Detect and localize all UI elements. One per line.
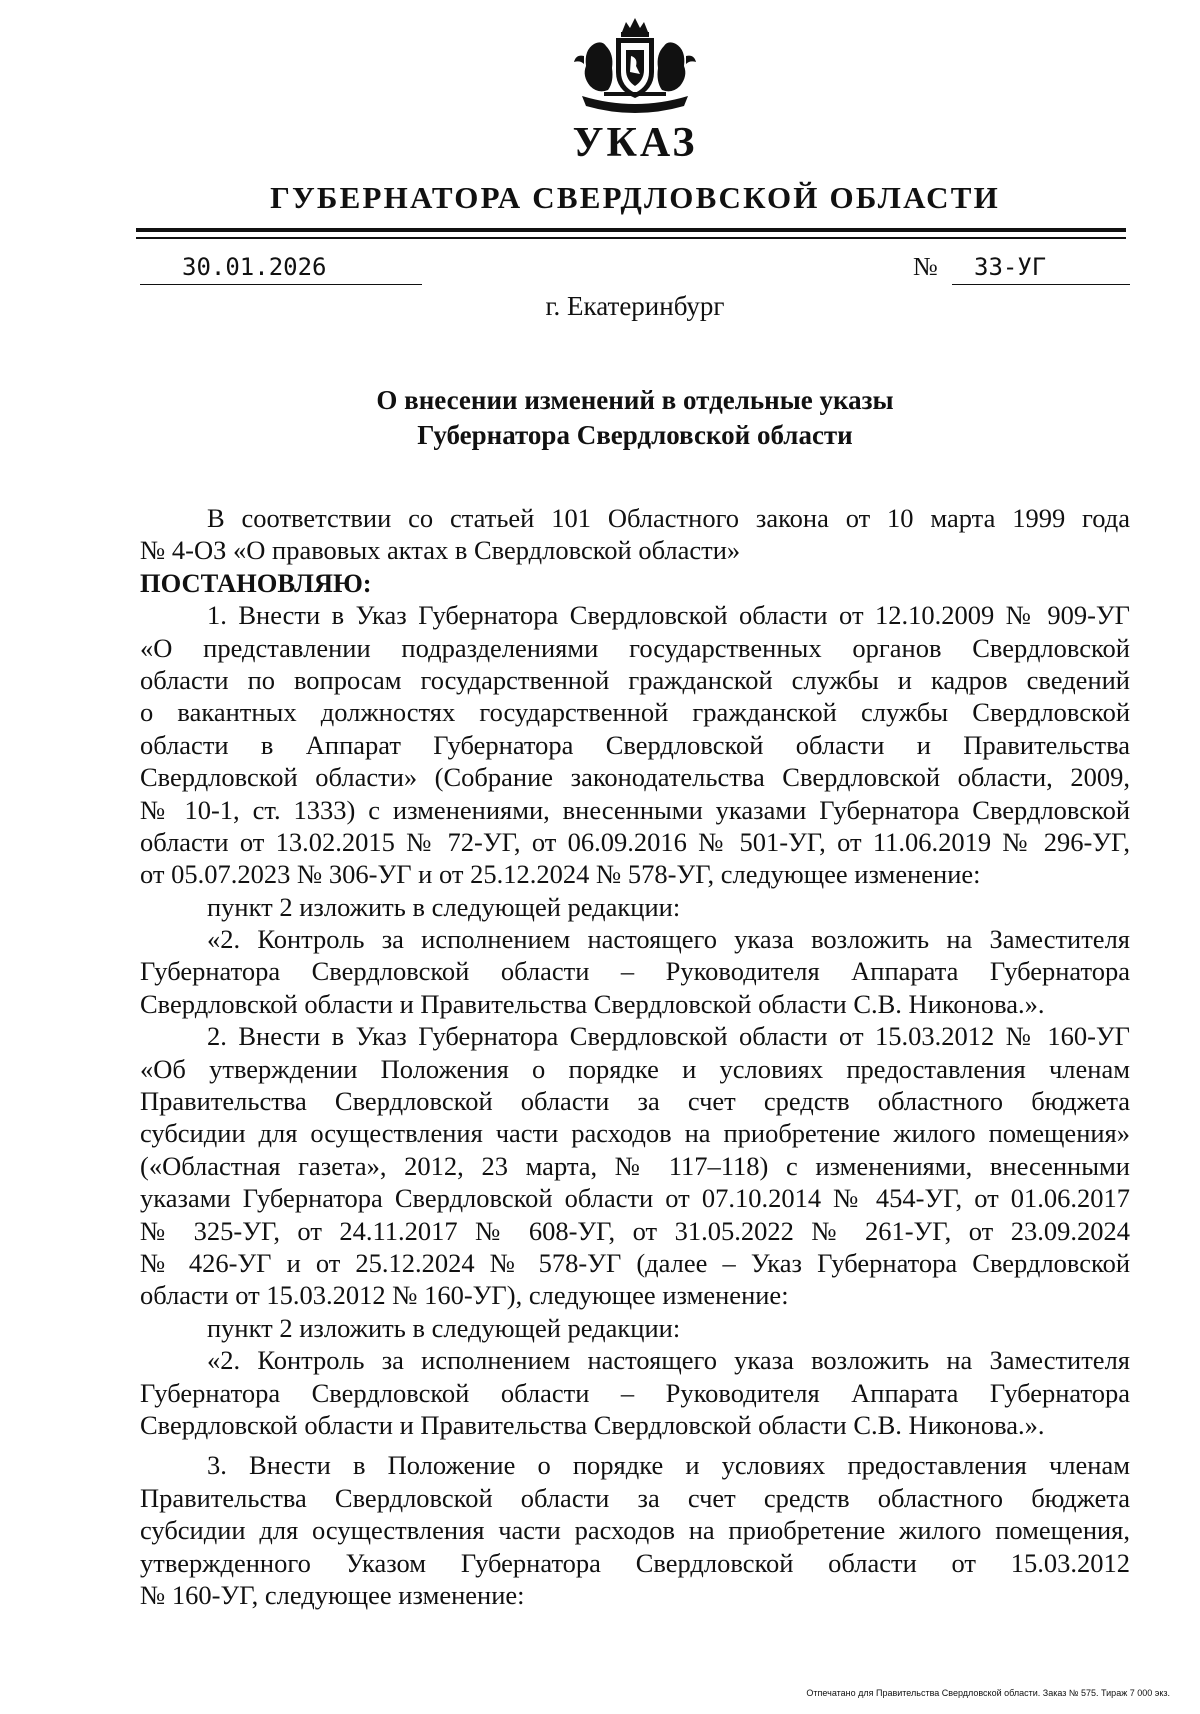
body-line: № 160-УГ, следующее изменение: [140, 1579, 525, 1610]
body-line: Свердловской области» (Собрание законодательства Свердловской области, 2009, [140, 762, 1130, 793]
decree-date: 30.01.2026 [182, 253, 327, 281]
heading-line: О внесении изменений в отдельные указы [376, 385, 894, 415]
decree-number: 33-УГ [974, 253, 1047, 281]
body-line: «2. Контроль за исполнением настоящего указа возложить на Заместителя [207, 1345, 1130, 1376]
body-line: «О представлении подразделениями государственных органов Свердловской [140, 632, 1130, 663]
body-line: 1. Внести в Указ Губернатора Свердловской области от 12.10.2009 № 909-УГ [207, 600, 1130, 631]
body-line: № 426-УГ и от 25.12.2024 № 578-УГ (далее – Указ Губернатора Свердловской [140, 1247, 1130, 1278]
body-line: субсидии для осуществления части расходов на приобретение жилого помещения» [140, 1118, 1130, 1149]
body-line: «Об утверждении Положения о порядке и условиях предоставления членам [140, 1053, 1130, 1084]
document-type-title: УКАЗ [572, 120, 698, 166]
document-heading [0, 383, 1200, 453]
body-line: Свердловской области и Правительства Свердловской области С.В. Никонова.». [140, 988, 1045, 1019]
body-line: № 10-1, ст. 1333) с изменениями, внесенными указами Губернатора Свердловской [140, 794, 1130, 825]
body-line: В соответствии со статьей 101 Областного закона от 10 марта 1999 года [207, 503, 1130, 533]
body-line: области в Аппарат Губернатора Свердловской области и Правительства [140, 729, 1130, 760]
body-line: Правительства Свердловской области за счет средств областного бюджета [140, 1482, 1130, 1513]
body-line: пункт 2 изложить в следующей редакции: [207, 1312, 681, 1343]
paragraph-gap [140, 1441, 1130, 1449]
body-line: пункт 2 изложить в следующей редакции: [207, 891, 681, 922]
body-line: о вакантных должностях государственной гражданской службы Свердловской [140, 697, 1130, 728]
header-rule-thin [136, 237, 1126, 239]
body-line: области от 13.02.2015 № 72-УГ, от 06.09.2016 № 501-УГ, от 11.06.2019 № 296-УГ, [140, 826, 1130, 857]
body-line: «2. Контроль за исполнением настоящего указа возложить на Заместителя [207, 924, 1130, 955]
date-field [140, 252, 422, 285]
body-line: Правительства Свердловской области за счет средств областного бюджета [140, 1086, 1130, 1117]
body-line: субсидии для осуществления части расходов на приобретение жилого помещения, [140, 1515, 1130, 1546]
body-line: № 325-УГ, от 24.11.2017 № 608-УГ, от 31.05.2022 № 261-УГ, от 23.09.2024 [140, 1215, 1130, 1246]
body-line: («Областная газета», 2012, 23 марта, № 117–118) с изменениями, внесенными [140, 1150, 1130, 1181]
body-line: области от 15.03.2012 № 160-УГ), следующее изменение: [140, 1280, 789, 1311]
body-line: указами Губернатора Свердловской области от 07.10.2014 № 454-УГ, от 01.06.2017 [140, 1183, 1130, 1214]
print-imprint: Отпечатано для Правительства Свердловской области. Заказ № 575. Тираж 7 000 экз. [806, 1688, 1170, 1698]
body-line: 2. Внести в Указ Губернатора Свердловской области от 15.03.2012 № 160-УГ [207, 1021, 1130, 1052]
body-line: Губернатора Свердловской области – Руководителя Аппарата Губернатора [140, 1377, 1130, 1408]
decree-body [140, 502, 1130, 1611]
body-line: области по вопросам государственной гражданской службы и кадров сведений [140, 664, 1130, 695]
body-line: от 05.07.2023 № 306-УГ и от 25.12.2024 № 578-УГ, следующее изменение: [140, 859, 981, 890]
heading-line: Губернатора Свердловской области [417, 420, 853, 450]
issuer-title: ГУБЕРНАТОРА СВЕРДЛОВСКОЙ ОБЛАСТИ [270, 180, 1000, 215]
body-line: 3. Внести в Положение о порядке и условиях предоставления членам [207, 1450, 1130, 1481]
city-line: г. Екатеринбург [545, 291, 725, 321]
body-line: Губернатора Свердловской области – Руководителя Аппарата Губернатора [140, 956, 1130, 987]
resolution-word: ПОСТАНОВЛЯЮ: [140, 567, 372, 598]
coat-of-arms-icon [564, 16, 706, 119]
number-sign: № [913, 252, 938, 281]
body-line: утвержденного Указом Губернатора Свердловской области от 15.03.2012 [140, 1547, 1130, 1578]
header-rule-thick [136, 228, 1126, 232]
body-line: Свердловской области и Правительства Свердловской области С.В. Никонова.». [140, 1409, 1045, 1440]
number-field [952, 252, 1130, 285]
body-line: № 4-ОЗ «О правовых актах в Свердловской области» [140, 535, 741, 566]
